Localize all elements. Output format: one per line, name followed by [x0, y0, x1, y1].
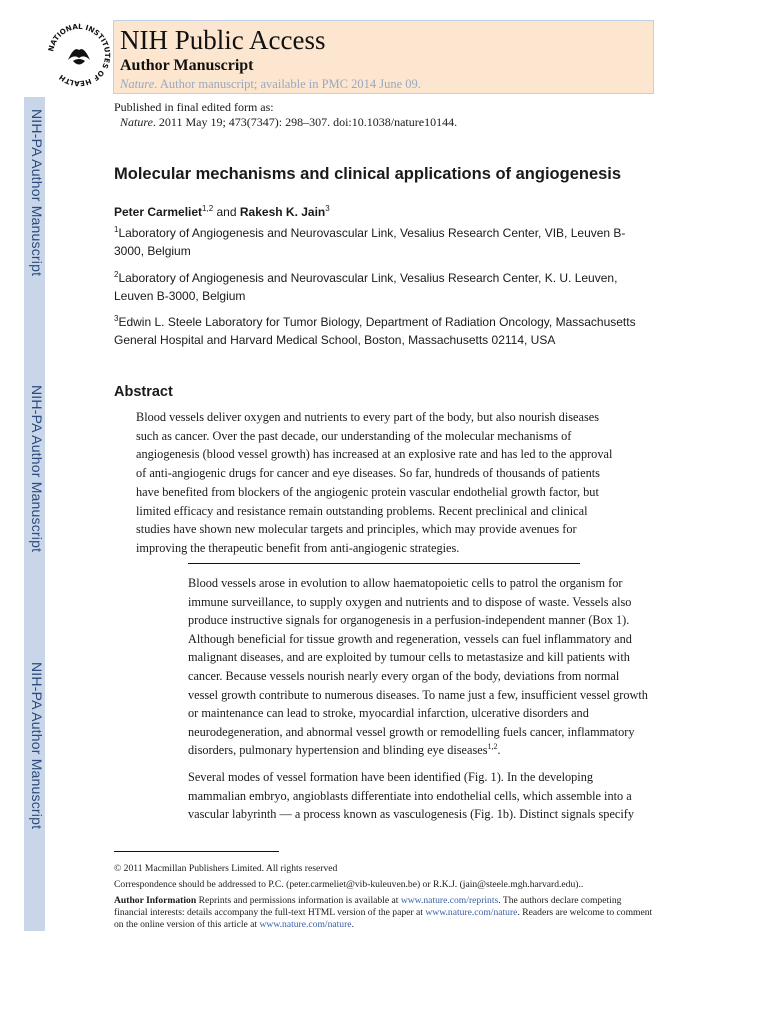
affiliation-text: Edwin L. Steele Laboratory for Tumor Biology, Department of Radiation Oncology, Massachusetts General Hospital and Harvard Medical School, Boston, Massachusetts 02114, USA: [114, 315, 636, 347]
nature-link[interactable]: www.nature.com/nature: [425, 907, 518, 919]
author-affil-ref: 1,2: [202, 204, 214, 213]
author-information-note: [114, 895, 654, 932]
body-paragraph-1: [188, 574, 650, 760]
copyright-note: © 2011 Macmillan Publishers Limited. All rights reserved: [114, 863, 338, 874]
author-name: Rakesh K. Jain: [239, 205, 326, 219]
body-paragraph-2: Several modes of vessel formation have been identified (Fig. 1). In the developing mammalian embryo, angioblasts differentiate into endothelial cells, which assemble into a vascular labyrinth — a process known as vasculogenesis (Fig. 1b). Distinct signals specify: [188, 770, 635, 822]
citation-text: . 2011 May 19; 473(7347): 298–307. doi:10.1038/nature10144.: [152, 115, 458, 129]
affiliation-text: Laboratory of Angiogenesis and Neurovascular Link, Vesalius Research Center, K. U. Leuven, Leuven B-3000, Belgium: [114, 271, 618, 303]
author-name: Peter Carmeliet: [114, 205, 203, 219]
paragraph-end: .: [497, 743, 501, 758]
nih-public-access-banner: [113, 20, 654, 94]
author-list: [114, 205, 330, 219]
affiliation-text: Laboratory of Angiogenesis and Neurovascular Link, Vesalius Research Center, VIB, Leuven B-3000, Belgium: [114, 226, 626, 258]
author-affil-ref: 3: [325, 204, 330, 213]
banner-availability-text: . Author manuscript; available in PMC 2014 June 09.: [154, 77, 421, 91]
nih-logo: [44, 20, 114, 90]
footnote-text: . The authors declare competing financial interests: details accompany the full-text HTML version of the paper at: [114, 895, 622, 919]
reprints-link[interactable]: www.nature.com/reprints: [400, 895, 499, 906]
banner-journal: Nature: [120, 77, 155, 91]
abstract-divider: [188, 563, 580, 564]
sidebar-label-1: NIH-PA Author Manuscript: [29, 109, 45, 277]
citation-journal: Nature: [120, 115, 153, 129]
affiliation-3: [114, 313, 644, 349]
article-title: Molecular mechanisms and clinical applications of angiogenesis: [114, 165, 622, 183]
footnote-text: Reprints and permissions information is available at: [196, 895, 401, 906]
sidebar-label-2: NIH-PA Author Manuscript: [29, 385, 45, 553]
sidebar-strip: [24, 97, 45, 931]
footnote-divider: [114, 851, 279, 852]
sidebar-label-3: NIH-PA Author Manuscript: [29, 662, 45, 830]
reference-marker: 1,2: [487, 742, 498, 752]
footnote-text: .: [351, 919, 354, 931]
logo-arc-text: NATIONAL INSTITUTES OF HEALTH: [46, 21, 113, 89]
nature-link[interactable]: www.nature.com/nature: [259, 919, 352, 931]
abstract-heading: Abstract: [114, 384, 173, 400]
correspondence-note: Correspondence should be addressed to P.C. (peter.carmeliet@vib-kuleuven.be) or R.K.J. (jain@steele.mgh.harvard.edu)..: [114, 879, 584, 890]
abstract-text: Blood vessels deliver oxygen and nutrients to every part of the body, but also nourish diseases such as cancer. Over the past decade, our understanding of the molecular mechanisms of angiogenesis (blood vessel growth) has increased at an explosive rate and has led to the approval of anti-angiogenic drugs for cancer and eye diseases. So far, hundreds of thousands of patients have benefited from blockers of the angiogenic protein vascular endothelial growth factor, but limited efficacy and resistance remain outstanding problems. Recent preclinical and clinical studies have shown new molecular targets and principles, which may provide avenues for improving the therapeutic benefit from anti-angiogenic strategies.: [136, 410, 613, 555]
affiliation-number: 3: [114, 314, 119, 323]
published-label: Published in final edited form as:: [114, 100, 274, 114]
citation: [120, 115, 457, 130]
banner-title: NIH Public Access: [120, 25, 326, 55]
paragraph-text: Blood vessels arose in evolution to allow haematopoietic cells to patrol the organism for immune surveillance, to supply oxygen and nutrients and to dispose of waste. Vessels also produce instructive signals for organogenesis in a perfusion-independent manner (Box 1). Although beneficial for tissue growth and regeneration, vessels can fuel inflammatory and malignant diseases, and are exploited by tumour cells to metastasize and kill patients with cancer. Because vessels nourish nearly every organ of the body, deviations from normal vessel growth contribute to numerous diseases. To name just a few, insufficient vessel growth or maintenance can lead to stroke, myocardial infarction, ulcerative disorders and neurodegeneration, and abnormal vessel growth or remodelling fuels cancer, inflammatory disorders, pulmonary hypertension and blinding eye diseases: [188, 576, 648, 758]
banner-availability: [120, 77, 421, 92]
affiliation-number: 2: [114, 270, 119, 279]
affiliation-1: [114, 224, 644, 260]
affiliation-number: 1: [114, 225, 119, 234]
footnote-text: . Readers are welcome to comment on the online version of this article at: [114, 907, 653, 931]
author-joiner: and: [213, 205, 240, 219]
affiliation-2: [114, 269, 644, 305]
author-information-label: Author Information: [114, 895, 197, 906]
banner-subtitle: Author Manuscript: [120, 57, 254, 74]
